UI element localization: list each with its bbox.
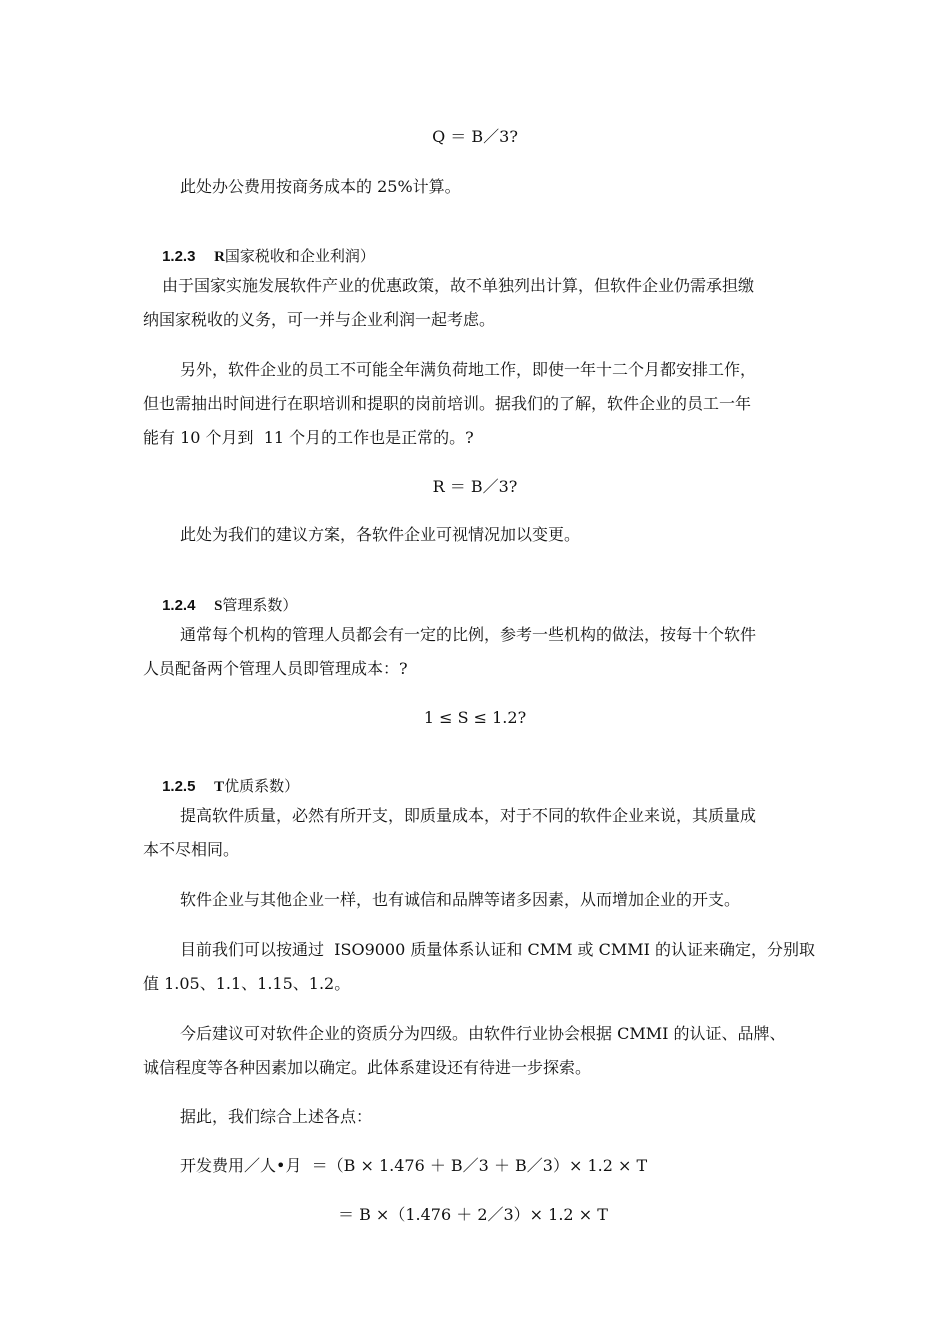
paragraph-tax-line-1: 由于国家实施发展软件产业的优惠政策，故不单独列出计算，但软件企业仍需承担缴 (162, 276, 755, 295)
section-number: 1.2.5 (162, 778, 196, 795)
section-title: 优质系数） (224, 777, 300, 795)
paragraph-management-line-2: 人员配备两个管理人员即管理成本：? (143, 659, 408, 678)
section-title: 管理系数） (222, 596, 298, 614)
paragraph-staff-line-2: 但也需抽出时间进行在职培训和提职的岗前培训。据我们的了解，软件企业的员工一年 (143, 394, 752, 413)
paragraph-staff-line-3: 能有 10 个月到 11 个月的工作也是正常的。? (143, 428, 474, 447)
paragraph-iso-line-1: 目前我们可以按通过 ISO9000 质量体系认证和 CMM 或 CMMI 的认证来确定，分别取 (180, 940, 816, 959)
paragraph-suggestion: 此处为我们的建议方案，各软件企业可视情况加以变更。 (180, 525, 581, 544)
paragraph-tax-line-2: 纳国家税收的义务，可一并与企业利润一起考虑。 (143, 310, 496, 329)
section-symbol: T (214, 779, 225, 795)
section-number: 1.2.4 (162, 597, 196, 614)
section-number: 1.2.3 (162, 248, 196, 265)
formula-q: Q ＝ B／3? (432, 127, 518, 146)
paragraph-staff-line-1: 另外，软件企业的员工不可能全年满负荷地工作，即使一年十二个月都安排工作， (180, 360, 757, 379)
section-title: 国家税收和企业利润） (224, 247, 375, 265)
formula-dev-cost-line-2: ＝ B ×（1.476 ＋ 2／3）× 1.2 × T (338, 1205, 608, 1224)
paragraph-iso-line-2: 值 1.05、1.1、1.15、1.2。 (143, 974, 351, 993)
paragraph-quality-line-2: 本不尽相同。 (143, 840, 240, 859)
formula-dev-cost-line-1: 开发费用／人•月 ＝（B × 1.476 ＋ B／3 ＋ B／3）× 1.2 × T (180, 1156, 648, 1175)
paragraph-management-line-1: 通常每个机构的管理人员都会有一定的比例，参考一些机构的做法，按每十个软件 (180, 625, 757, 644)
formula-r: R ＝ B／3? (432, 477, 518, 496)
paragraph-quality-line-1: 提高软件质量，必然有所开支，即质量成本，对于不同的软件企业来说，其质量成 (180, 806, 757, 825)
paragraph-future-line-2: 诚信程度等各种因素加以确定。此体系建设还有待进一步探索。 (143, 1058, 592, 1077)
paragraph-brand: 软件企业与其他企业一样，也有诚信和品牌等诸多因素，从而增加企业的开支。 (180, 890, 741, 909)
paragraph-future-line-1: 今后建议可对软件企业的资质分为四级。由软件行业协会根据 CMMI 的认证、品牌、 (180, 1024, 786, 1043)
paragraph-summary: 据此，我们综合上述各点： (180, 1107, 373, 1126)
paragraph-office-cost: 此处办公费用按商务成本的 25%计算。 (180, 177, 461, 196)
formula-s: 1 ≤ S ≤ 1.2? (423, 708, 527, 727)
section-symbol: S (214, 598, 223, 614)
section-symbol: R (214, 249, 225, 265)
